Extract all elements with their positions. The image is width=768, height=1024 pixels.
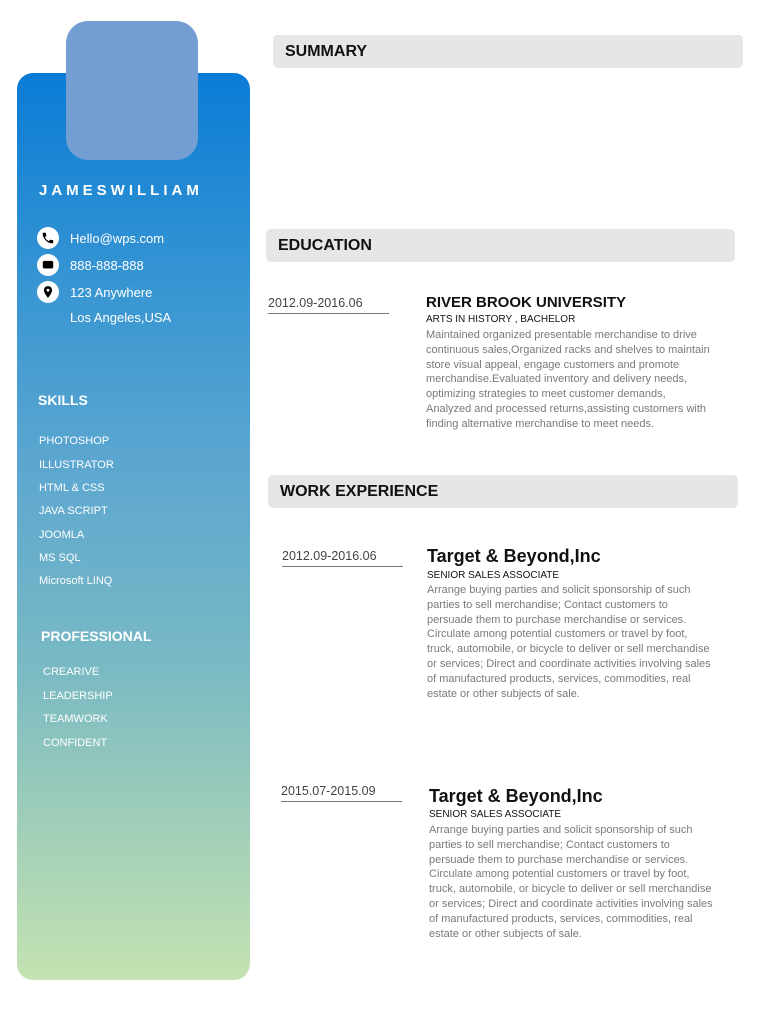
description-line: persuade them to purchase merchandise or services. <box>427 613 687 626</box>
skill-item: JOOMLA <box>39 529 85 541</box>
chat-icon <box>37 254 59 276</box>
school-name: RIVER BROOK UNIVERSITY <box>426 294 627 311</box>
description-line: of manufactured products, services, commodities, real <box>427 672 691 685</box>
description-line: finding alternative merchandise to meet needs. <box>426 417 655 430</box>
description-line: continuous sales,Organized racks and shelves to maintain <box>426 343 710 356</box>
contact-address <box>37 281 152 303</box>
description-line: estate or other subjects of sale. <box>427 687 580 700</box>
education-heading: EDUCATION <box>266 229 735 262</box>
professional-item: CONFIDENT <box>43 737 108 749</box>
company-name: Target & Beyond,Inc <box>427 546 601 566</box>
work-date: 2015.07-2015.09 <box>281 784 402 802</box>
sidebar-panel <box>17 73 250 980</box>
degree: ARTS IN HISTORY , BACHELOR <box>426 314 576 325</box>
professional-heading: PROFESSIONAL <box>41 628 152 644</box>
description-line: of manufactured products, services, commodities, real <box>429 912 693 925</box>
contact-phone <box>37 254 144 276</box>
skill-item: JAVA SCRIPT <box>39 505 108 517</box>
description-line: parties to sell merchandise; Contact customers to <box>427 598 668 611</box>
skills-heading: SKILLS <box>38 392 88 408</box>
skill-item: MS SQL <box>39 552 81 564</box>
skill-item: PHOTOSHOP <box>39 435 110 447</box>
work-date: 2012.09-2016.06 <box>282 549 403 567</box>
contact-email <box>37 227 164 249</box>
phone-icon <box>37 227 59 249</box>
description-line: Analyzed and processed returns,assisting customers with <box>426 402 707 415</box>
description-line: Maintained organized presentable merchandise to drive <box>426 329 697 341</box>
summary-heading: SUMMARY <box>273 35 743 68</box>
address-line1: 123 Anywhere <box>70 284 153 300</box>
company-name: Target & Beyond,Inc <box>429 786 603 806</box>
description-line: estate or other subjects of sale. <box>429 927 582 940</box>
description-line: store visual appeal, engage customers and promote <box>426 358 680 371</box>
avatar <box>66 21 198 160</box>
description-line: persuade them to purchase merchandise or services. <box>429 853 689 866</box>
description-line: parties to sell merchandise; Contact customers to <box>429 838 670 851</box>
description-line: Circulate among potential customers or travel by foot, <box>429 868 690 881</box>
job-role: SENIOR SALES ASSOCIATE <box>429 809 562 820</box>
work-description <box>427 583 747 701</box>
professional-item: TEAMWORK <box>43 713 108 725</box>
address-line2: Los Angeles,USA <box>70 310 172 325</box>
skill-item: ILLUSTRATOR <box>39 459 114 471</box>
skill-item: HTML & CSS <box>39 482 105 494</box>
description-line: merchandise.Evaluated inventory and delivery needs, <box>426 373 688 386</box>
description-line: or services; Direct and coordinate activities involving sales <box>427 657 711 670</box>
description-line: or services; Direct and coordinate activities involving sales <box>429 897 713 910</box>
phone-text: 888-888-888 <box>70 257 144 273</box>
professional-item: CREARIVE <box>43 666 100 678</box>
description-line: Arrange buying parties and solicit sponsorship of such <box>429 824 693 836</box>
job-role: SENIOR SALES ASSOCIATE <box>427 570 560 581</box>
professional-item: LEADERSHIP <box>43 690 113 702</box>
location-pin-icon <box>37 281 59 303</box>
skill-item: Microsoft LINQ <box>39 575 113 587</box>
candidate-name: JAMESWILLIAM <box>39 182 203 199</box>
education-date: 2012.09-2016.06 <box>268 296 389 314</box>
education-description <box>426 328 746 432</box>
work-description <box>429 823 749 941</box>
description-line: Circulate among potential customers or travel by foot, <box>427 628 688 641</box>
work-experience-heading: WORK EXPERIENCE <box>268 475 738 508</box>
email-text: Hello@wps.com <box>70 230 165 246</box>
description-line: truck, automobile, or bicycle to deliver or sell merchandise <box>429 883 712 896</box>
description-line: optimizing strategies to meet customer demands, <box>426 388 666 401</box>
description-line: Arrange buying parties and solicit sponsorship of such <box>427 584 691 596</box>
description-line: truck, automobile, or bicycle to deliver or sell merchandise <box>427 643 710 656</box>
